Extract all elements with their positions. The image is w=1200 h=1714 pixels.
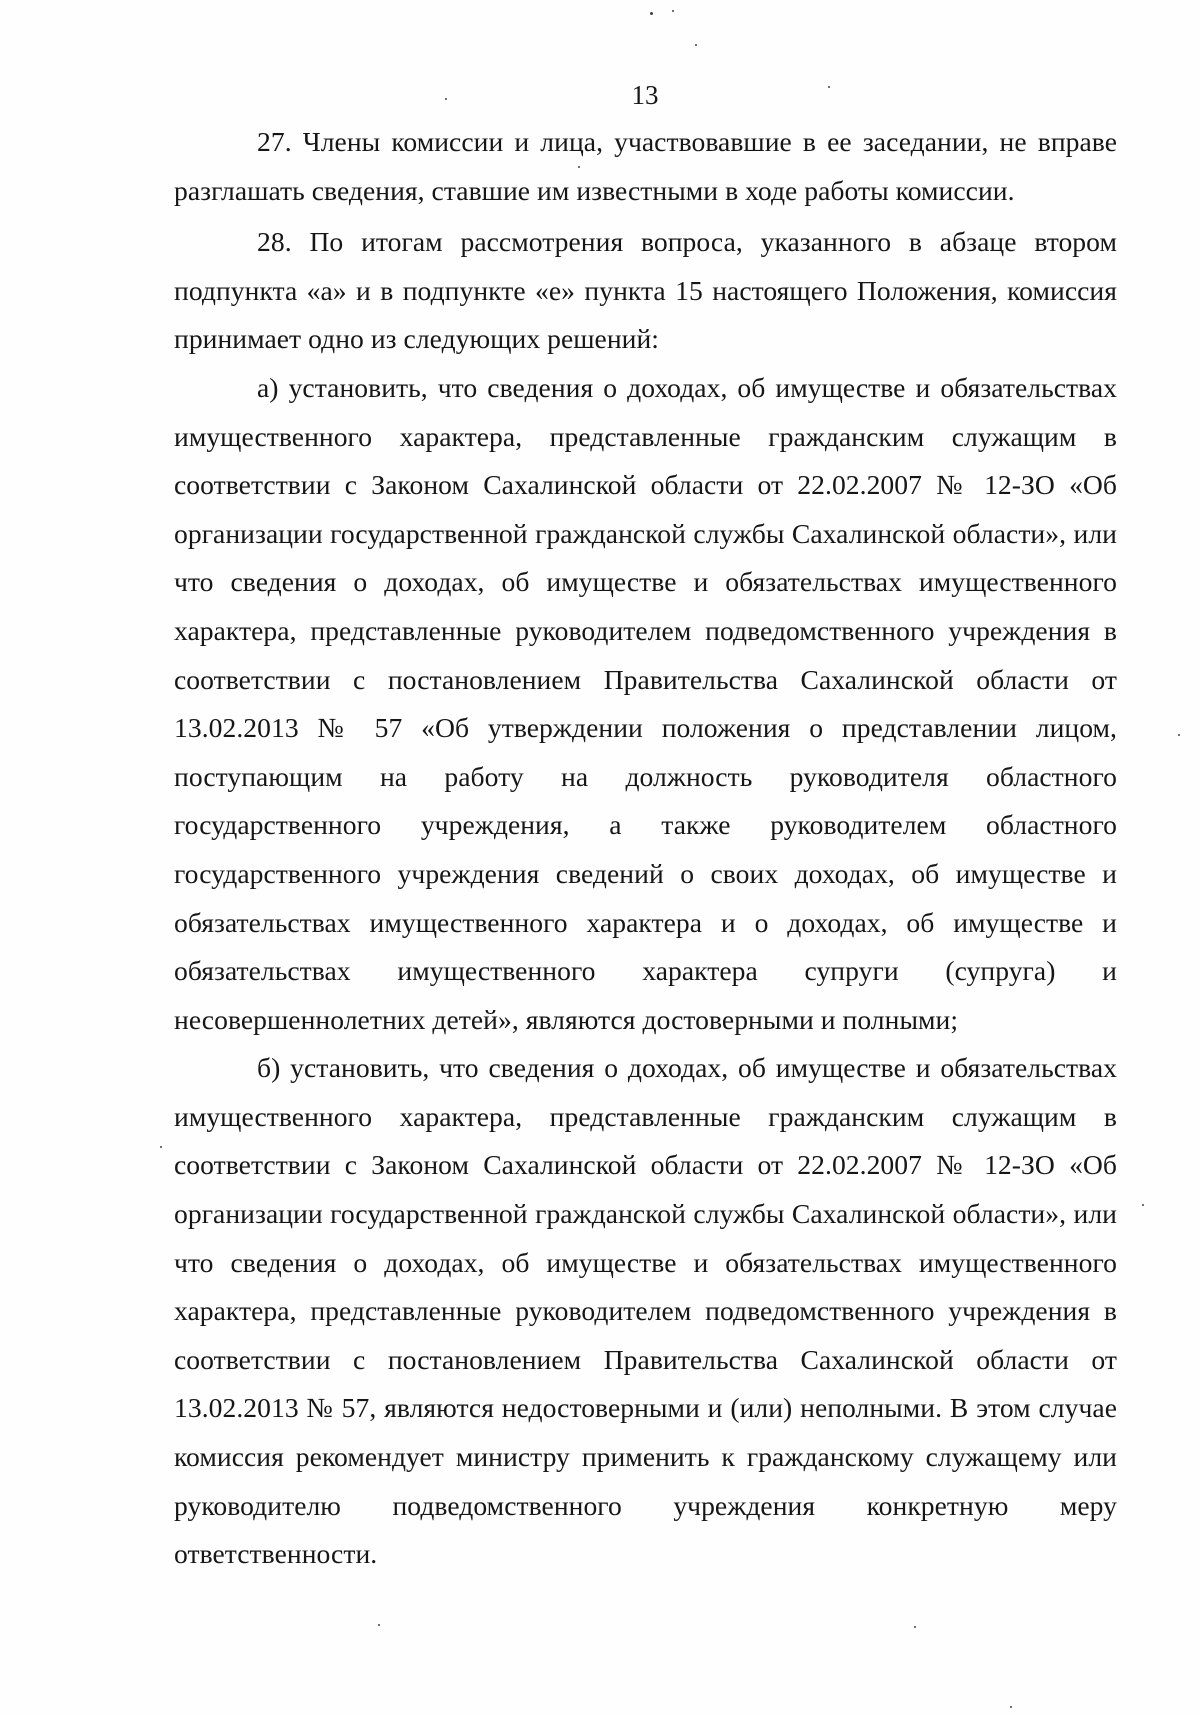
scan-speck: [650, 12, 653, 15]
scan-speck: [672, 10, 674, 12]
scan-speck: [695, 44, 697, 46]
page-number: 13: [631, 80, 659, 110]
scan-speck: [1010, 1706, 1012, 1708]
scan-speck: [378, 1624, 380, 1626]
paragraph-28-b: б) установить, что сведения о доходах, об имуществе и обязательствах имущественного характера, представленные гражданским служащим в соответствии с Законом Сахалинской области от 22.02.2007 № 12-ЗО «Об организации государственной гражданской службы Сахалинской области», или что сведения о доходах, об имуществе и обязательствах имущественного характера, представленные руководителем подведомственного учреждения в соответствии с постановлением Правительства Сахалинской области от 13.02.2013 № 57, являются недостоверными и (или) неполными. В этом случае комиссия рекомендует министру применить к гражданскому служащему или руководителю подведомственного учреждения конкретную меру ответственности.: [174, 1052, 1117, 1570]
scan-speck: [578, 166, 580, 168]
paragraph-28: 28. По итогам рассмотрения вопроса, указанного в абзаце втором подпункта «а» и в подпункте «е» пункта 15 настоящего Положения, комиссия принимает одно из следующих решений:: [174, 226, 1117, 355]
scan-speck: [1178, 734, 1180, 736]
scan-speck: [160, 1146, 162, 1148]
document-body: [174, 118, 1117, 1579]
paragraph-28-a: а) установить, что сведения о доходах, об имуществе и обязательствах имущественного характера, представленные гражданским служащим в соответствии с Законом Сахалинской области от 22.02.2007 № 12-ЗО «Об организации государственной гражданской службы Сахалинской области», или что сведения о доходах, об имуществе и обязательствах имущественного характера, представленные руководителем подведомственного учреждения в соответствии с постановлением Правительства Сахалинской области от 13.02.2013 № 57 «Об утверждении положения о представлении лицом, поступающим на работу на должность руководителя областного государственного учреждения, а также руководителем областного государственного учреждения сведений о своих доходах, об имуществе и обязательствах имущественного характера и о доходах, об имуществе и обязательствах имущественного характера супруги (супруга) и несовершеннолетних детей», являются достоверными и полными;: [174, 371, 1117, 1035]
scan-speck: [914, 1626, 916, 1628]
scan-speck: [828, 86, 830, 88]
paragraph-27: 27. Члены комиссии и лица, участвовавшие в ее заседании, не вправе разглашать сведения, ставшие им известными в ходе работы комиссии.: [174, 126, 1117, 206]
scan-speck: [445, 98, 447, 100]
scan-speck: [1142, 1204, 1144, 1206]
